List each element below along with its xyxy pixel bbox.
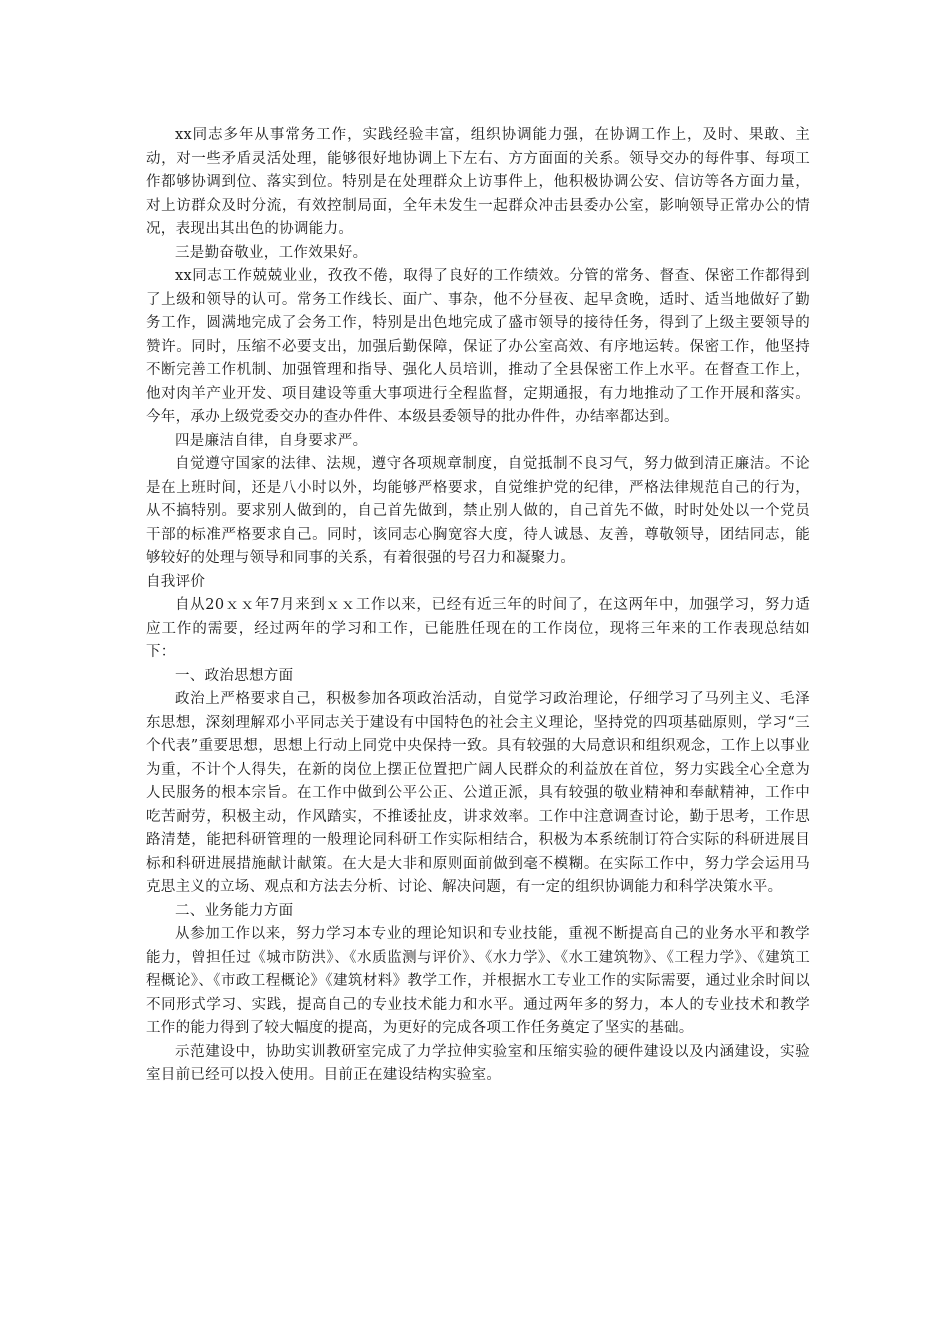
heading-professional: 二、业务能力方面 <box>175 902 294 919</box>
document-body <box>146 124 810 1088</box>
heading-political: 一、政治思想方面 <box>175 667 294 684</box>
paragraph-diligence: xx同志工作兢兢业业，孜孜不倦，取得了良好的工作绩效。分管的常务、督查、保密工作都得到了上级和领导的认可。常务工作线长、面广、事杂，他不分昼夜、起早贪晚，适时、适当地做好了勤务工作，圆满地完成了会务工作，特别是出色地完成了盛市领导的接待任务，得到了上级主要领导的赞许。同时，压缩不必要支出，加强后勤保障，保证了办公室高效、有序地运转。保密工作，他坚持不断完善工作机制、加强管理和指导、强化人员培训，推动了全县保密工作上水平。在督查工作上，他对肉羊产业开发、项目建设等重大事项进行全程监督，定期通报，有力地推动了工作开展和落实。今年，承办上级党委交办的查办件件、本级县委领导的批办件件，办结率都达到。 <box>146 268 810 425</box>
paragraph-lab-construction: 示范建设中，协助实训教研室完成了力学拉伸实验室和压缩实验的硬件建设以及内涵建设，实验室目前已经可以投入使用。目前正在建设结构实验室。 <box>146 1043 810 1083</box>
paragraph-integrity: 自觉遵守国家的法律、法规，遵守各项规章制度，自觉抵制不良习气，努力做到清正廉洁。不论是在上班时间，还是八小时以外，均能够严格要求，自觉维护党的纪律，严格法律规范自己的行为，从不搞特别。要求别人做到的，自己首先做到，禁止别人做的，自己首先不做，时时处处以一个党员干部的标准严格要求自己。同时，该同志心胸宽容大度，待人诚恳、友善，尊敬领导，团结同志，能够较好的处理与领导和同事的关系，有着很强的号召力和凝聚力。 <box>146 456 810 566</box>
paragraph-intro: 自从20ｘｘ年7月来到ｘｘ工作以来，已经有近三年的时间了，在这两年中，加强学习，努力适应工作的需要，经过两年的学习和工作，已能胜任现在的工作岗位，现将三年来的工作表现总结如下： <box>146 597 810 660</box>
paragraph-professional: 从参加工作以来，努力学习本专业的理论知识和专业技能，重视不断提高自己的业务水平和教学能力，曾担任过《城市防洪》、《水质监测与评价》、《水力学》、《水工建筑物》、《工程力学》、《建筑工程概论》、《市政工程概论》《建筑材料》教学工作，并根据水工专业工作的实际需要，通过业余时间以不同形式学习、实践，提高自己的专业技术能力和水平。通过两年多的努力，本人的专业技术和教学工作的能力得到了较大幅度的提高，为更好的完成各项工作任务奠定了坚实的基础。 <box>146 926 810 1036</box>
paragraph-political: 政治上严格要求自己，积极参加各项政治活动，自觉学习政治理论，仔细学习了马列主义、毛泽东思想，深刻理解邓小平同志关于建设有中国特色的社会主义理论，坚持党的四项基础原则，学习“三个代表”重要思想，思想上行动上同党中央保持一致。具有较强的大局意识和组织观念，工作上以事业为重，不计个人得失，在新的岗位上摆正位置把广阔人民群众的利益放在首位，努力实践全心全意为人民服务的根本宗旨。在工作中做到公平公正、公道正派，具有较强的敬业精神和奉献精神，工作中吃苦耐劳，积极主动，作风踏实，不推诿扯皮，讲求效率。工作中注意调查讨论，勤于思考，工作思路清楚，能把科研管理的一般理论同科研工作实际相结合，积极为本系统制订符合实际的科研进展目标和科研进展措施献计献策。在大是大非和原则面前做到毫不模糊。在实际工作中，努力学会运用马克思主义的立场、观点和方法去分析、讨论、解决问题，有一定的组织协调能力和科学决策水平。 <box>146 691 810 895</box>
heading-self-evaluation: 自我评价 <box>146 573 206 590</box>
heading-diligence: 三是勤奋敬业，工作效果好。 <box>175 244 368 261</box>
heading-integrity: 四是廉洁自律，自身要求严。 <box>175 432 368 449</box>
paragraph-coordination: xx同志多年从事常务工作，实践经验丰富，组织协调能力强，在协调工作上，及时、果敢、主动，对一些矛盾灵活处理，能够很好地协调上下左右、方方面面的关系。领导交办的每件事、每项工作都够协调到位、落实到位。特别是在处理群众上访事件上，他积极协调公安、信访等各方面力量，对上访群众及时分流，有效控制局面，全年未发生一起群众冲击县委办公室，影响领导正常办公的情况，表现出其出色的协调能力。 <box>146 127 810 237</box>
